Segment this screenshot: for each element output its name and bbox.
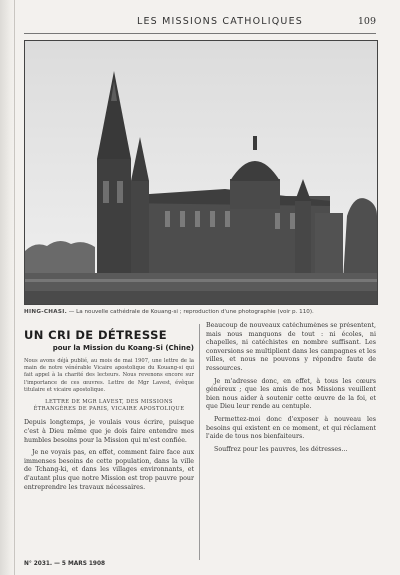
issue-label: N° 2031. — 5 MARS 1908 xyxy=(24,561,106,567)
article-title: UN CRI DE DÉTRESSE xyxy=(24,328,168,342)
right-column xyxy=(206,322,376,562)
right-paragraph-3: Permettez-moi donc d'exposer à nouveau les besoins qui existent en ce moment, et qui réclament l'aide de tous nos bienfaiteurs. xyxy=(206,415,376,441)
right-paragraph-2: Je m'adresse donc, en effet, à tous les cœurs généreux ; que les amis de nos Missions veuillent bien nous aider à soutenir cette œuvre de la foi, et que Dieu leur rende au centuple. xyxy=(206,377,376,411)
running-title: LES MISSIONS CATHOLIQUES xyxy=(136,16,304,27)
letter-heading: LETTRE DE MGR LAVEST, DES MISSIONS ÉTRANGÈRES DE PARIS, VICAIRE APOSTOLIQUE xyxy=(33,399,185,413)
right-paragraph-4: Souffrez pour les pauvres, les détresses... xyxy=(214,445,348,453)
right-paragraph-1: Beaucoup de nouveaux catéchumènes se présentent, mais nous manquons de tout : ni écoles, ni chapelles, ni catéchistes en nombre suffisant. Les conversions se multiplient dans les campagnes et les villes, et nous ne pouvons y répondre faute de ressources. xyxy=(206,322,376,372)
left-column xyxy=(24,322,194,562)
caption-place: HING-CHASI. xyxy=(24,309,68,315)
header-rule xyxy=(24,33,376,34)
article-subtitle: pour la Mission du Koang-Si (Chine) xyxy=(52,344,194,352)
column-divider xyxy=(199,324,200,560)
cathedral-illustration xyxy=(25,41,377,304)
page-number: 109 xyxy=(357,16,376,27)
left-paragraph-1: Depuis longtemps, je voulais vous écrire, puisque c'est à Dieu même que je dois faire entendre mes humbles besoins pour la Mission qui m'est confiée. xyxy=(24,419,194,444)
caption-text: — La nouvelle cathédrale de Kouang-si ; reproduction d'une photographie (voir p. 110). xyxy=(67,309,314,315)
cathedral-photograph xyxy=(24,40,378,305)
binding-edge xyxy=(0,0,15,575)
article-intro: Nous avons déjà publié, au mois de mai 1907, une lettre de la main de notre vénérable Vicaire apostolique du Kouang-si qui fait appel à la charité des lecteurs. Nous revenons encore sur l'importance de ces œuvres. Lettre de Mgr Lavest, évêque titulaire et vicaire apostolique. xyxy=(24,358,194,393)
left-paragraph-2: Je ne voyais pas, en effet, comment faire face aux immenses besoins de cette population, dans la ville de Tchang-ki, et dans les villages environnants, et d'autant plus que notre Mission est trop pauvre pour entreprendre les travaux nécessaires. xyxy=(24,449,194,491)
figure-caption xyxy=(24,307,376,317)
